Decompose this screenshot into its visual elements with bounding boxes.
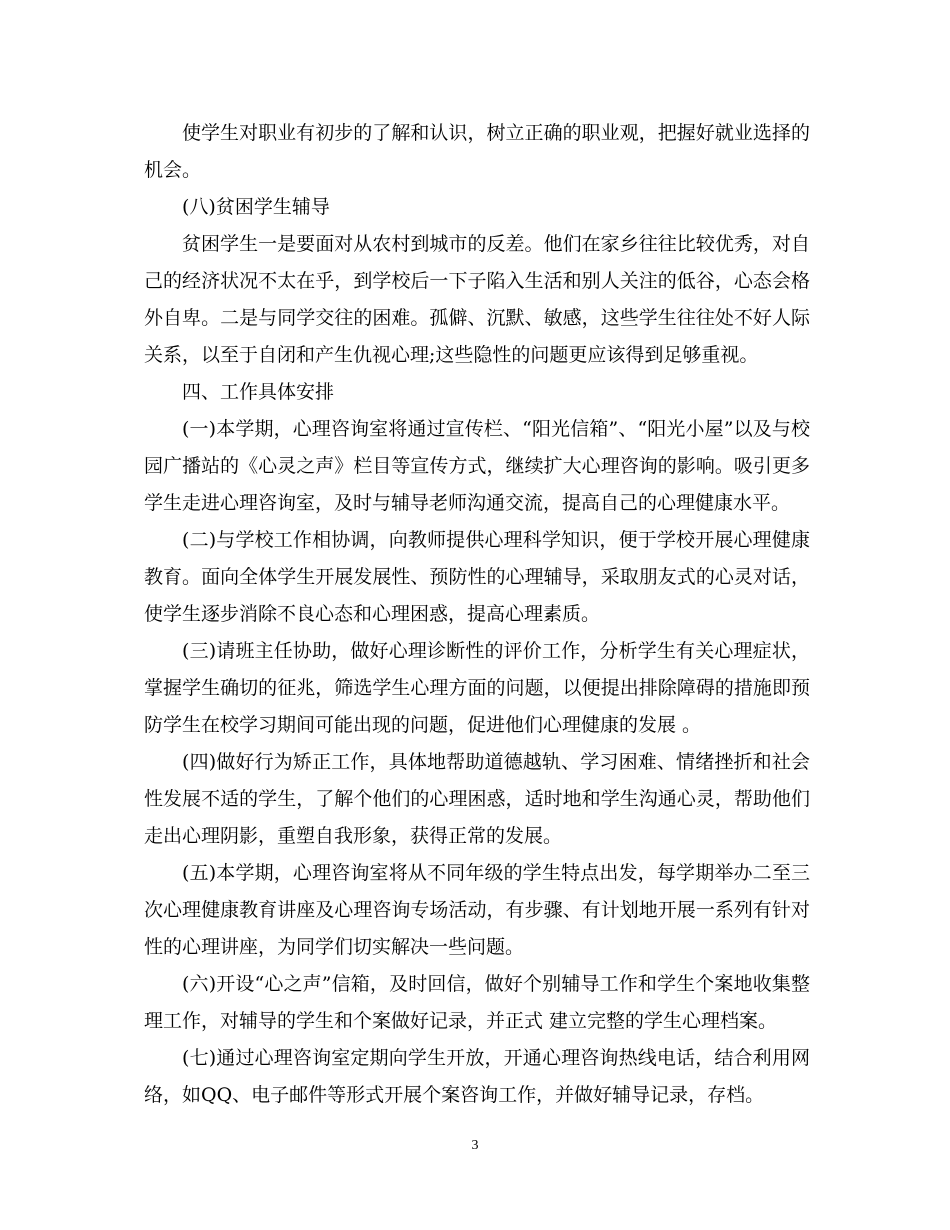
heading-poor-students-guidance: (八)贫困学生辅导 xyxy=(182,196,330,218)
paragraph-arrangement-3: (三)请班主任协助，做好心理诊断性的评价工作，分析学生有关心理症状，掌握学生确切的征兆，筛选学生心理方面的问题，以便提出排除障碍的措施即预防学生在校学习期间可能出现的问题，促进他们心理健康的发展 。 xyxy=(144,640,810,736)
document-body xyxy=(144,115,810,1114)
paragraph-poor-students: 贫困学生一是要面对从农村到城市的反差。他们在家乡往往比较优秀，对自己的经济状况不太在乎，到学校后一下子陷入生活和别人关注的低谷，心态会格外自卑。二是与同学交往的困难。孤僻、沉默、敏感，这些学生往往处不好人际关系，以至于自闭和产生仇视心理;这些隐性的问题更应该得到足够重视。 xyxy=(144,233,810,366)
paragraph-arrangement-2: (二)与学校工作相协调，向教师提供心理科学知识，便于学校开展心理健康教育。面向全体学生开展发展性、预防性的心理辅导，采取朋友式的心灵对话，使学生逐步消除不良心态和心理困惑，提高心理素质。 xyxy=(144,529,810,625)
paragraph-arrangement-5: (五)本学期，心理咨询室将从不同年级的学生特点出发，每学期举办二至三次心理健康教育讲座及心理咨询专场活动，有步骤、有计划地开展一系列有针对性的心理讲座，为同学们切实解决一些问题。 xyxy=(144,862,810,958)
paragraph-career-continuation: 使学生对职业有初步的了解和认识，树立正确的职业观，把握好就业选择的机会。 xyxy=(144,122,810,181)
paragraph-arrangement-7: (七)通过心理咨询室定期向学生开放，开通心理咨询热线电话，结合利用网络，如QQ、电子邮件等形式开展个案咨询工作，并做好辅导记录，存档。 xyxy=(144,1047,810,1106)
paragraph-arrangement-1: (一)本学期，心理咨询室将通过宣传栏、“阳光信箱”、“阳光小屋”以及与校园广播站的《心灵之声》栏目等宣传方式，继续扩大心理咨询的影响。吸引更多学生走进心理咨询室，及时与辅导老师沟通交流，提高自己的心理健康水平。 xyxy=(144,418,810,514)
heading-work-arrangement: 四、工作具体安排 xyxy=(182,381,335,403)
paragraph-arrangement-4: (四)做好行为矫正工作，具体地帮助道德越轨、学习困难、情绪挫折和社会性发展不适的学生，了解个他们的心理困惑，适时地和学生沟通心灵，帮助他们走出心理阴影，重塑自我形象，获得正常的发展。 xyxy=(144,751,810,847)
paragraph-arrangement-6: (六)开设“心之声”信箱，及时回信，做好个别辅导工作和学生个案地收集整理工作，对辅导的学生和个案做好记录，并正式 建立完整的学生心理档案。 xyxy=(144,973,810,1032)
page-number: 3 xyxy=(471,1138,479,1153)
